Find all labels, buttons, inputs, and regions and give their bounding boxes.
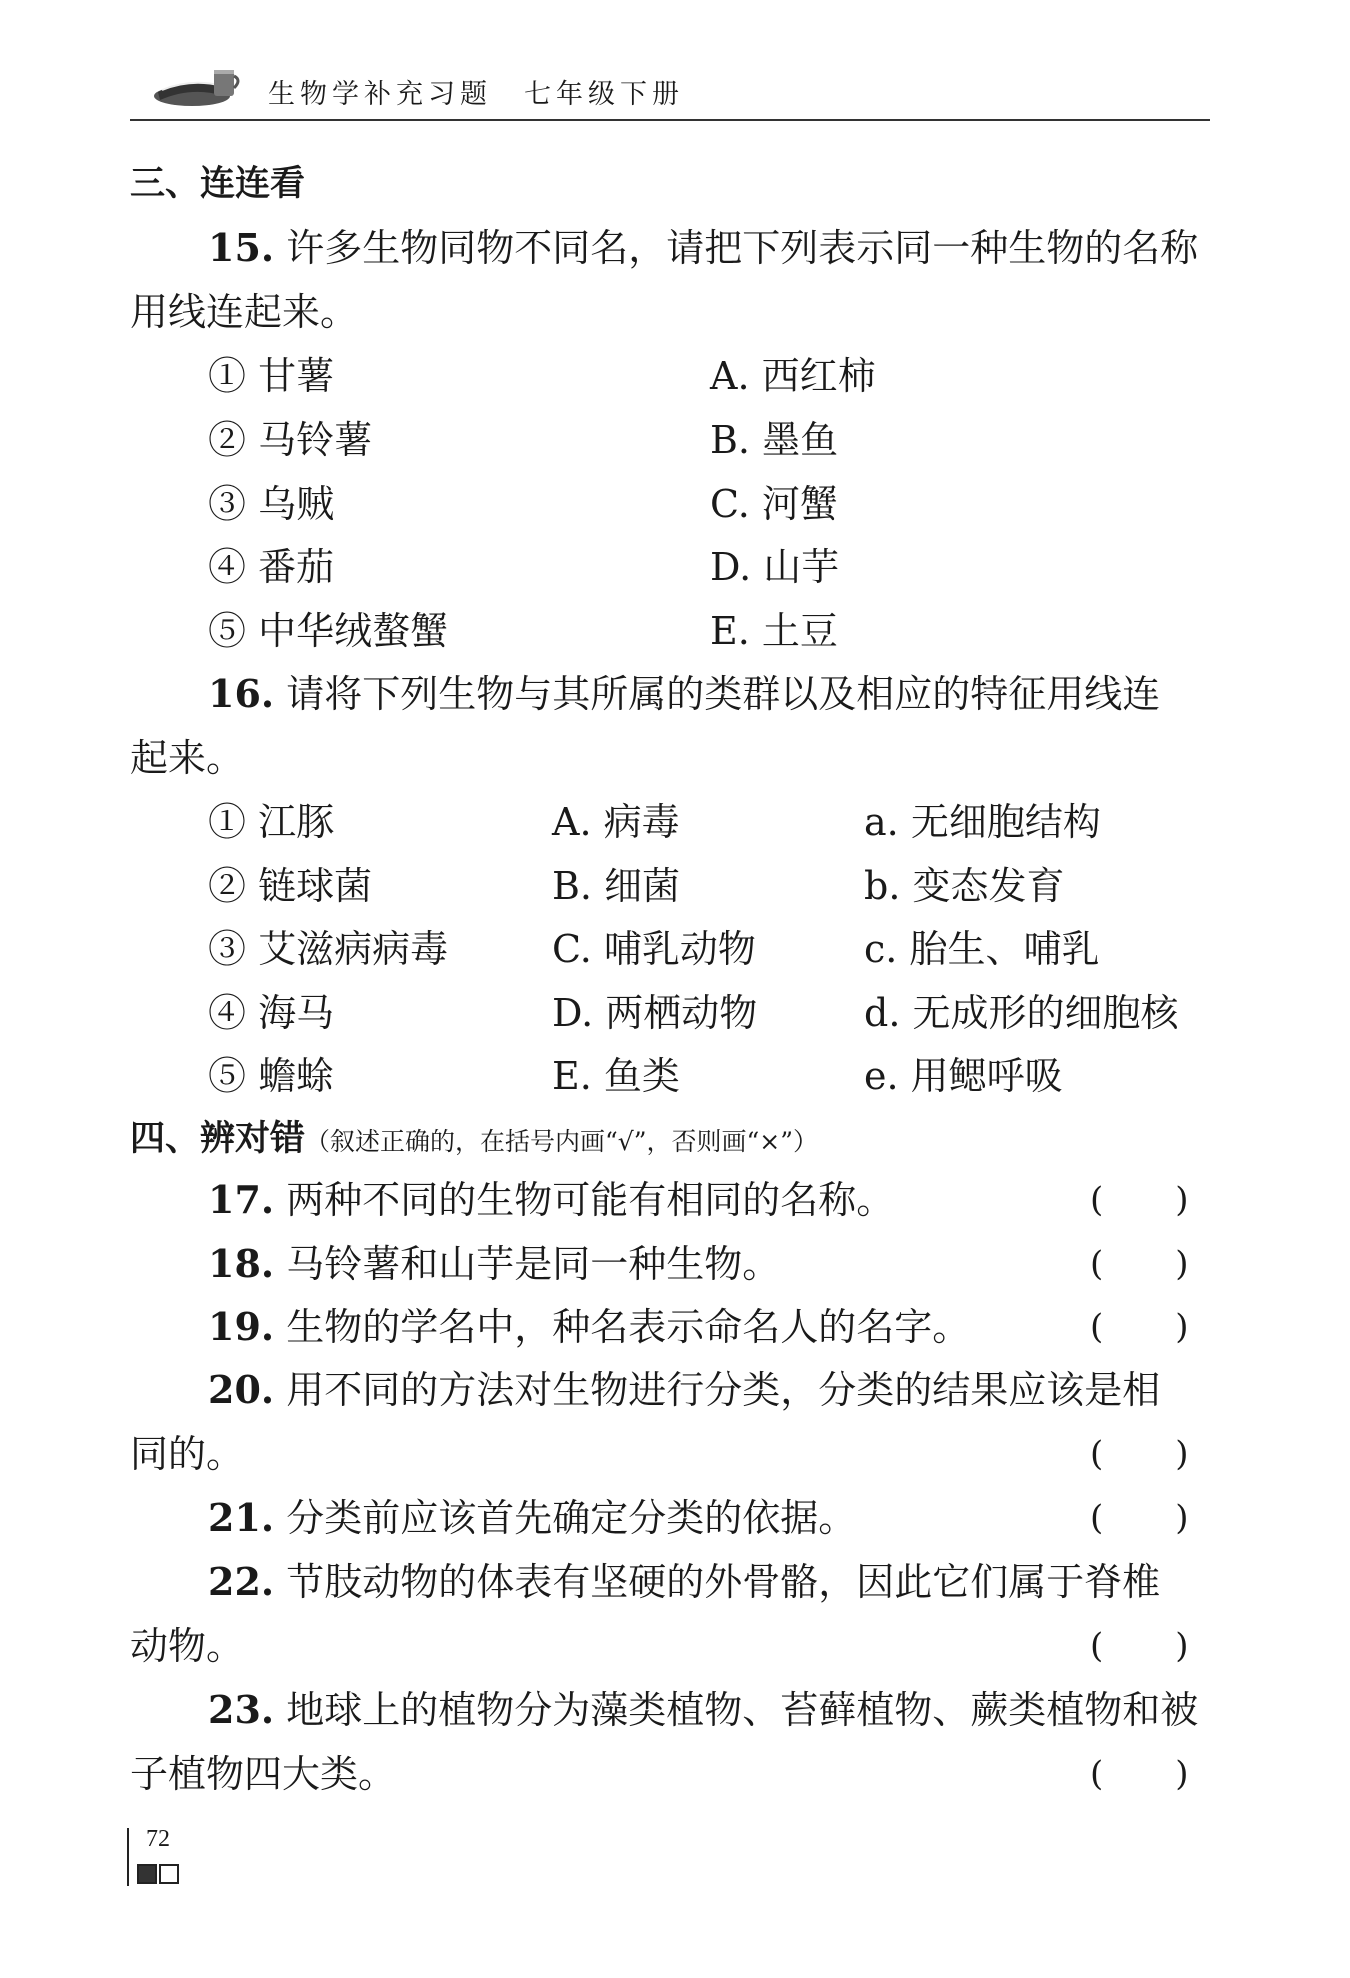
q16-feature: e. 用鳃呼吸 [864, 1054, 1063, 1098]
judge-item-23 [208, 1686, 1198, 1734]
judge-item-19 [208, 1303, 970, 1351]
section-3-title: 三、连连看 [130, 164, 306, 204]
books-cup-icon [152, 66, 242, 110]
q16-group: A. 病毒 [552, 800, 680, 844]
q15-left-item: ⑤ 中华绒螯蟹 [208, 609, 449, 653]
footer-rule [127, 1828, 129, 1886]
q16-number: 16. [208, 671, 275, 716]
filled-square-icon [137, 1864, 157, 1884]
item-text: 两种不同的生物可能有相同的名称。 [286, 1178, 895, 1222]
item-text: 地球上的植物分为藻类植物、苔藓植物、蕨类植物和被 [286, 1688, 1199, 1732]
q16-organism: ② 链球菌 [208, 864, 373, 908]
q16-stem-line1 [208, 670, 1160, 718]
answer-parentheses[interactable]: ( ) [1090, 1498, 1189, 1538]
judge-item-22 [208, 1558, 1160, 1606]
answer-parentheses[interactable]: ( ) [1090, 1754, 1189, 1794]
q15-right-item: E. 土豆 [710, 609, 838, 653]
q15-right-item: D. 山芋 [710, 545, 840, 589]
q15-stem-line1 [208, 224, 1198, 272]
item-number: 22. [208, 1559, 275, 1604]
answer-parentheses[interactable]: ( ) [1090, 1307, 1189, 1347]
item-text: 分类前应该首先确定分类的依据。 [286, 1496, 857, 1540]
item-number: 23. [208, 1687, 275, 1732]
judge-item-21 [208, 1494, 856, 1542]
judge-item-20 [208, 1366, 1160, 1414]
footer-boxes [137, 1864, 181, 1884]
judge-item-17 [208, 1176, 894, 1224]
section-4-note: （叙述正确的，在括号内画“√”，否则画“×”） [305, 1127, 819, 1156]
q16-group: B. 细菌 [552, 864, 681, 908]
answer-parentheses[interactable]: ( ) [1090, 1180, 1189, 1220]
q15-text-1: 许多生物同物不同名，请把下列表示同一种生物的名称 [286, 226, 1199, 270]
q15-left-item: ② 马铃薯 [208, 418, 373, 462]
q15-right-item: B. 墨鱼 [710, 418, 839, 462]
q16-group: C. 哺乳动物 [552, 927, 756, 971]
page-header [130, 60, 1210, 120]
q16-organism: ① 江豚 [208, 800, 335, 844]
page-number: 72 [146, 1826, 170, 1852]
item-text: 马铃薯和山芋是同一种生物。 [286, 1242, 781, 1286]
item-text-cont: 子植物四大类。 [130, 1752, 397, 1796]
q15-right-item: C. 河蟹 [710, 482, 838, 526]
q16-stem-line2: 起来。 [130, 736, 245, 780]
q15-right-item: A. 西红柿 [710, 354, 876, 398]
item-text-cont: 同的。 [130, 1432, 245, 1476]
answer-parentheses[interactable]: ( ) [1090, 1626, 1189, 1666]
item-number: 17. [208, 1177, 275, 1222]
item-text: 节肢动物的体表有坚硬的外骨骼，因此它们属于脊椎 [286, 1560, 1161, 1604]
q15-left-item: ③ 乌贼 [208, 482, 335, 526]
section-4-title: 四、辨对错 [130, 1119, 306, 1159]
item-number: 20. [208, 1367, 275, 1412]
q15-number: 15. [208, 225, 275, 270]
judge-item-18 [208, 1240, 780, 1288]
q16-organism: ④ 海马 [208, 991, 335, 1035]
item-text: 生物的学名中，种名表示命名人的名字。 [286, 1305, 971, 1349]
q16-text-1: 请将下列生物与其所属的类群以及相应的特征用线连 [286, 672, 1161, 716]
q16-group: D. 两栖动物 [552, 991, 758, 1035]
section-4-heading [130, 1113, 818, 1166]
header-divider [130, 119, 1210, 121]
answer-parentheses[interactable]: ( ) [1090, 1434, 1189, 1474]
item-text: 用不同的方法对生物进行分类，分类的结果应该是相 [286, 1368, 1161, 1412]
q16-group: E. 鱼类 [552, 1054, 680, 1098]
q15-left-item: ④ 番茄 [208, 545, 335, 589]
q16-feature: b. 变态发育 [864, 864, 1065, 908]
item-number: 21. [208, 1495, 275, 1540]
item-number: 18. [208, 1241, 275, 1286]
q16-feature: d. 无成形的细胞核 [864, 991, 1179, 1035]
header-title: 生物学补充习题 七年级下册 [268, 79, 684, 110]
q16-organism: ⑤ 蟾蜍 [208, 1054, 335, 1098]
empty-square-icon [159, 1864, 179, 1884]
q16-feature: a. 无细胞结构 [864, 800, 1101, 844]
item-text-cont: 动物。 [130, 1624, 245, 1668]
q16-feature: c. 胎生、哺乳 [864, 927, 1100, 971]
q15-stem-line2: 用线连起来。 [130, 290, 359, 334]
q15-left-item: ① 甘薯 [208, 354, 335, 398]
q16-organism: ③ 艾滋病病毒 [208, 927, 449, 971]
item-number: 19. [208, 1304, 275, 1349]
answer-parentheses[interactable]: ( ) [1090, 1244, 1189, 1284]
